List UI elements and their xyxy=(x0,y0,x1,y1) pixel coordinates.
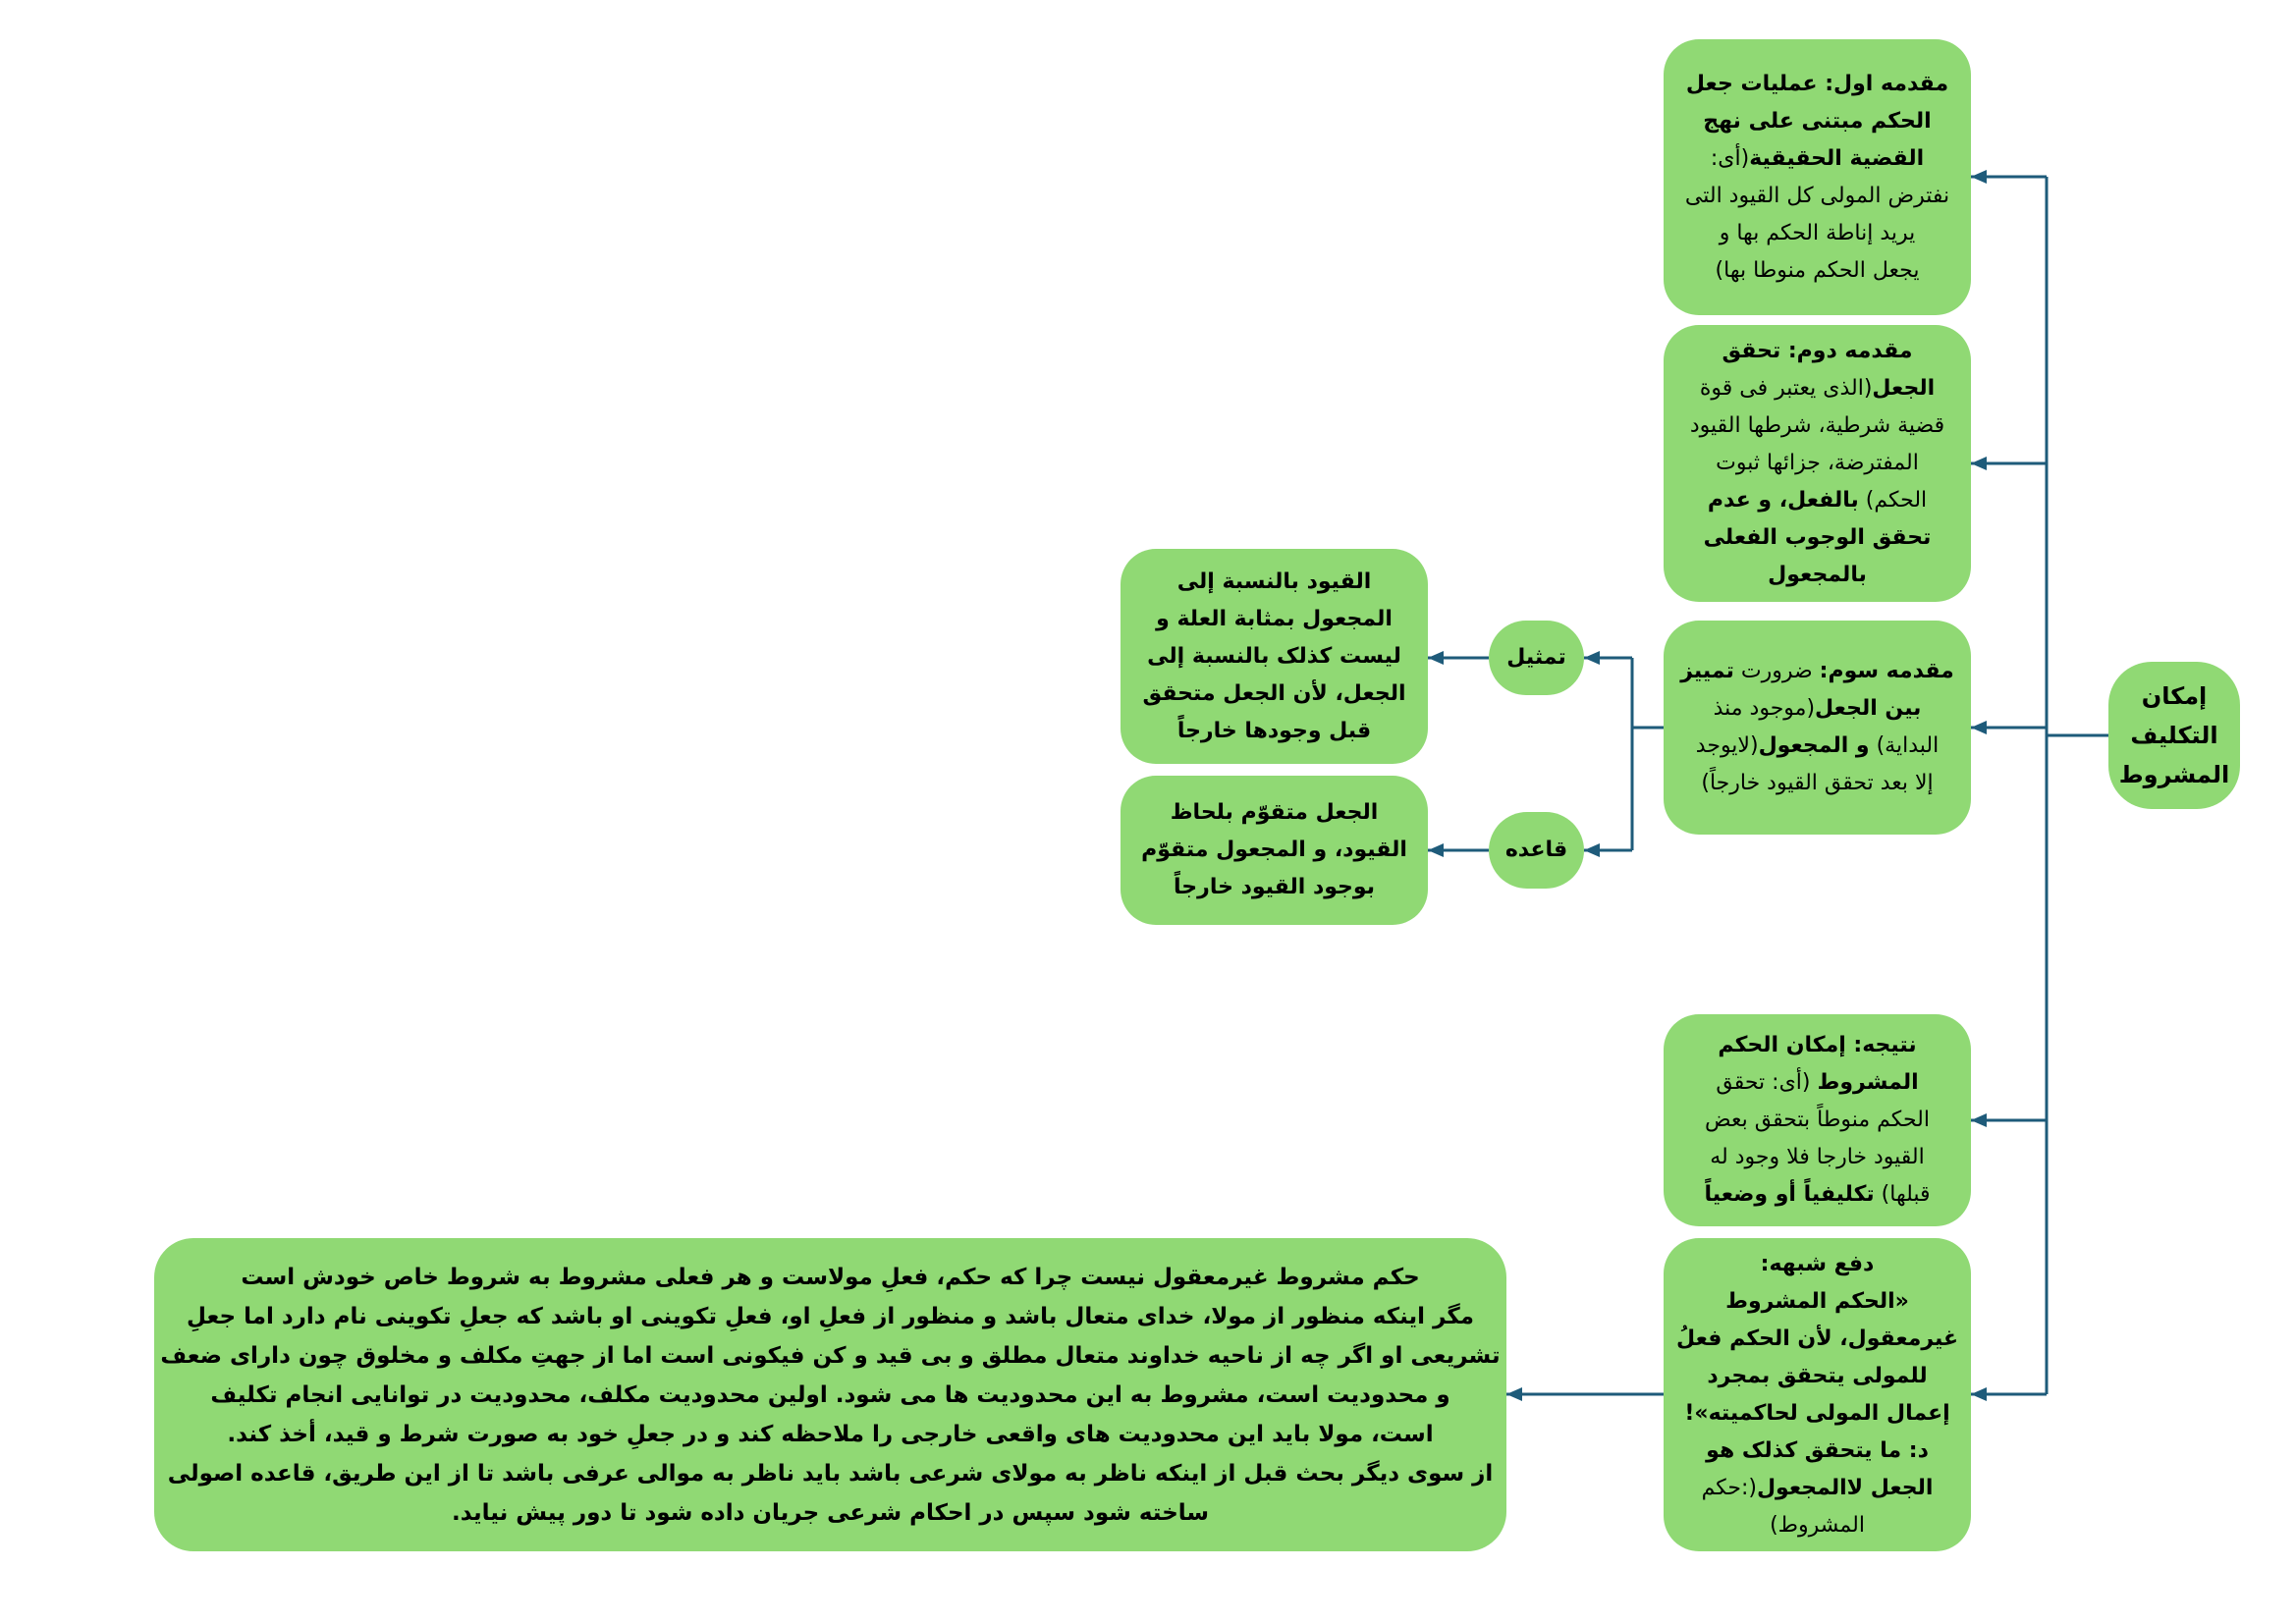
premise-2-node xyxy=(1664,325,1971,602)
node-text-line xyxy=(1711,140,1924,178)
node-text: الجعل xyxy=(1872,376,1936,401)
node-text: بوجود القیود خارجاً xyxy=(1174,875,1375,899)
node-text: المشروط xyxy=(1817,1070,1919,1095)
node-text: غیرمعقول، لأن الحکم فعلُ xyxy=(1675,1325,1959,1351)
node-text: قبل وجودها خارجاً xyxy=(1176,718,1372,743)
node-text: الجعل لاالمجعول xyxy=(1756,1475,1934,1500)
node-text: قبلها) xyxy=(1874,1182,1931,1207)
rule-detail-node xyxy=(1121,776,1428,925)
node-text: د: ما یتحقق کذلک هو xyxy=(1706,1437,1929,1463)
node-text-line xyxy=(1696,728,1939,765)
node-text-line xyxy=(1705,1102,1930,1139)
node-text: الحکم مبتنی علی نهج xyxy=(1703,108,1932,134)
node-text-line xyxy=(187,1297,1474,1336)
node-text-line xyxy=(1684,1395,1949,1433)
node-text: البدایة) xyxy=(1869,733,1940,758)
node-text: مقدمه دوم: تحقق xyxy=(1722,339,1913,363)
node-text: إعمال المولی لحاکمیته»! xyxy=(1684,1400,1950,1426)
node-text-line xyxy=(2142,676,2208,716)
node-text: إلا بعد تحقق القیود خارجاً) xyxy=(1701,771,1934,795)
node-text-line xyxy=(2119,755,2230,794)
node-text-line xyxy=(1702,1470,1934,1507)
node-text: بالفعل، و عدم xyxy=(1707,488,1859,513)
node-text-line xyxy=(1174,869,1375,906)
node-text: تشریعی او اگر چه از ناحیه خداوند متعال مطلق و بی قید و کن فیکونی است اما از جهتِ مکلف و مخلوق چون دارای ضعف xyxy=(160,1342,1501,1369)
result-node xyxy=(1664,1014,1971,1226)
node-text: قضیة شرطیة، شرطها القیود xyxy=(1689,413,1945,438)
node-text-line xyxy=(1676,1321,1958,1358)
node-text-line xyxy=(1690,407,1944,445)
root-node xyxy=(2108,662,2240,809)
node-text: المشروط xyxy=(2118,761,2230,788)
node-text: الحکم) xyxy=(1858,488,1928,513)
node-text-line xyxy=(1505,832,1567,869)
node-text: القیود خارجا فلا وجود له xyxy=(1710,1145,1925,1169)
node-text: ساخته شود سپس در احکام شرعی جریان داده شود تا دور پیش نیاید. xyxy=(451,1499,1210,1526)
node-text: دفع شبهه: xyxy=(1760,1251,1875,1276)
node-text: «الحکم المشروط xyxy=(1725,1288,1909,1314)
node-text-line xyxy=(1708,482,1927,519)
node-text-line xyxy=(1707,1358,1927,1395)
node-text: القیود بالنسبة إلی xyxy=(1176,568,1372,594)
node-text-line xyxy=(160,1336,1500,1376)
illustration-detail-node xyxy=(1121,549,1428,764)
node-text: لیست کذلک بالنسبة إلی xyxy=(1147,643,1401,669)
node-text-line xyxy=(1716,252,1920,290)
node-text: المفترضة، جزائها ثبوت xyxy=(1716,451,1919,475)
node-text: مقدمه اول: عملیات جعل xyxy=(1685,71,1949,96)
node-text-line xyxy=(1177,713,1371,750)
node-text-line xyxy=(227,1415,1433,1454)
node-text: قاعده xyxy=(1504,838,1568,862)
node-text-line xyxy=(1716,1064,1918,1102)
node-text: تحقق الوجوب الفعلی xyxy=(1703,525,1932,550)
illustration-node xyxy=(1489,621,1584,695)
node-text: مقدمه سوم: xyxy=(1819,659,1954,683)
rebuttal-node xyxy=(1664,1238,1971,1551)
node-text: بین الجعل xyxy=(1815,696,1922,721)
node-text-line xyxy=(241,1258,1419,1297)
node-text: از سوی دیگر بحث قبل از اینکه ناظر به مولای شرعی باشد باید ناظر به موالی عرفی باشد تا از این طریق، قاعده اصولی xyxy=(167,1460,1494,1487)
node-text: و المجعول xyxy=(1758,733,1870,758)
node-text-line xyxy=(452,1493,1209,1533)
node-text-line xyxy=(1147,638,1401,676)
node-text-line xyxy=(1725,1283,1909,1321)
node-text-line xyxy=(1156,601,1393,638)
node-text: (أی: xyxy=(1710,145,1750,171)
node-text-line xyxy=(1722,333,1912,370)
premise-3-node xyxy=(1664,621,1971,835)
node-text-line xyxy=(1171,794,1379,832)
node-text-line xyxy=(2130,716,2217,755)
node-text: تمییز xyxy=(1680,659,1734,683)
node-text-line xyxy=(1680,653,1954,690)
node-text-line xyxy=(1686,66,1948,103)
node-text-line xyxy=(1706,1433,1929,1470)
node-text-line xyxy=(1177,564,1372,601)
node-text: إمکان xyxy=(2141,682,2208,710)
node-text: و محدودیت است، مشروط به این محدودیت ها می شود. اولین محدودیت مکلف، محدودیت در توانایی انجام تکلیف xyxy=(210,1381,1450,1408)
node-text-line xyxy=(1718,1027,1916,1064)
node-text-line xyxy=(1703,103,1931,140)
node-text: (موجود منذ xyxy=(1713,696,1816,721)
node-text-line xyxy=(1701,765,1933,802)
node-text-line xyxy=(1685,178,1949,215)
node-text: الجعل، لأن الجعل متحقق xyxy=(1142,680,1406,706)
node-text: بالمجعول xyxy=(1768,563,1867,587)
node-text: یجعل الحکم منوطا بها) xyxy=(1715,257,1920,283)
node-text-line xyxy=(1506,639,1566,676)
rebuttal-explanation-node xyxy=(154,1238,1506,1551)
node-text: تکلیفیاً أو وضعیاً xyxy=(1704,1182,1875,1207)
node-text: (:حکم xyxy=(1701,1475,1757,1500)
node-text: الحکم منوطاً بتحقق بعض xyxy=(1705,1108,1930,1132)
node-text: القضیة الحقیقیة xyxy=(1749,145,1925,171)
node-text: القیود، و المجعول متقوّم xyxy=(1141,838,1407,862)
node-text: (أی: تحقق xyxy=(1716,1070,1818,1095)
node-text-line xyxy=(210,1376,1449,1415)
node-text: (الذی یعتبر فی قوة xyxy=(1699,376,1873,401)
node-text-line xyxy=(1770,1507,1865,1544)
node-text: مگر اینکه منظور از مولا، خدای متعال باشد و منظور از فعلِ او، فعلِ تکوینی او باشد که جعلِ تکوینی نام دارد اما جعلِ xyxy=(187,1303,1474,1329)
node-text-line xyxy=(1141,832,1407,869)
node-text: التکلیف xyxy=(2130,722,2218,749)
node-text-line xyxy=(1768,557,1867,594)
node-text: تمثیل xyxy=(1506,645,1566,670)
node-text-line xyxy=(1710,1139,1924,1176)
node-text: المشروط) xyxy=(1770,1512,1865,1538)
node-text: (لایوجد xyxy=(1695,733,1759,758)
node-text-line xyxy=(1716,445,1919,482)
node-text-line xyxy=(1704,1176,1930,1214)
node-text: نفترض المولی کل القیود التی xyxy=(1684,183,1950,208)
node-text: نتیجه: إمکان الحکم xyxy=(1718,1033,1917,1057)
node-text-line xyxy=(1714,690,1922,728)
node-text: المجعول بمثابة العلة و xyxy=(1156,606,1393,631)
node-text: الجعل متقوّم بلحاظ xyxy=(1170,800,1379,825)
node-text-line xyxy=(1720,215,1916,252)
rule-node xyxy=(1489,812,1584,889)
node-text-line xyxy=(1704,519,1932,557)
premise-1-node xyxy=(1664,39,1971,315)
node-text-line xyxy=(1761,1246,1875,1283)
node-text: للمولی یتحقق بمجرد xyxy=(1707,1363,1928,1388)
node-text-line xyxy=(1142,676,1405,713)
node-text-line xyxy=(1700,370,1935,407)
node-text-line xyxy=(168,1454,1494,1493)
node-text: یرید إناطة الحکم بها و xyxy=(1719,220,1916,245)
node-text: ضرورت xyxy=(1733,659,1820,683)
node-text: حکم مشروط غیرمعقول نیست چرا که حکم، فعلِ مولاست و هر فعلی مشروط به شروط خاص خودش است xyxy=(241,1264,1420,1290)
node-text: است، مولا باید این محدودیت های واقعی خارجی را ملاحظه کند و در جعلِ خود به صورت شرط و قید، أخذ کند. xyxy=(227,1421,1434,1447)
